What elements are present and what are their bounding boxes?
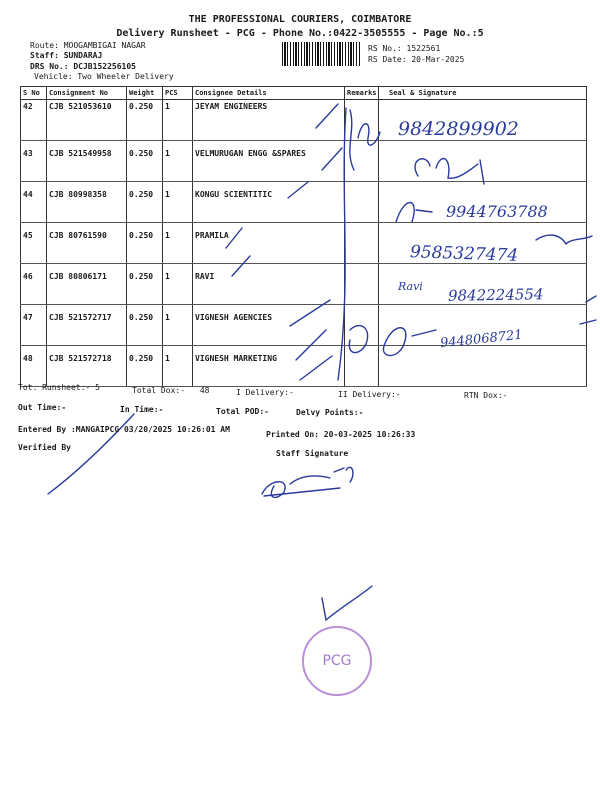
cell-pcs: 1 [163, 141, 193, 182]
company-title: THE PROFESSIONAL COURIERS, COIMBATORE [188, 14, 412, 25]
verified-by-label: Verified By [18, 443, 71, 452]
vehicle-label: Vehicle: [34, 72, 73, 81]
col-remarks: Remarks [345, 87, 379, 100]
cell-signature [379, 141, 587, 182]
cell-weight: 0.250 [127, 223, 163, 264]
cell-sno: 42 [21, 100, 47, 141]
table-row [21, 346, 587, 387]
cell-pcs: 1 [163, 346, 193, 387]
route-label: Route: [30, 41, 59, 50]
pcg-stamp [302, 626, 372, 696]
cell-remarks [345, 100, 379, 141]
cell-remarks [345, 264, 379, 305]
route-value: MOOGAMBIGAI NAGAR [63, 41, 146, 50]
cell-consignment: CJB 80998358 [47, 182, 127, 223]
cell-consignment: CJB 521572718 [47, 346, 127, 387]
cell-consignee: VELMURUGAN ENGG &SPARES [193, 141, 345, 182]
cell-pcs: 1 [163, 223, 193, 264]
total-dox-value: 48 [199, 386, 210, 395]
cell-sno: 45 [21, 223, 47, 264]
route-line [30, 41, 146, 50]
cell-sno: 46 [21, 264, 47, 305]
cell-consignee: RAVI [193, 264, 345, 305]
cell-consignee: KONGU SCIENTITIC [193, 182, 345, 223]
barcode-image [282, 42, 360, 66]
col-weight: Weight [127, 87, 163, 100]
col-sno: S No [21, 87, 47, 100]
vehicle-line [34, 72, 174, 81]
handwritten-name: Ravi [398, 280, 423, 293]
cell-sno: 44 [21, 182, 47, 223]
cell-sno: 47 [21, 305, 47, 346]
staff-label: Staff: [30, 51, 59, 60]
cell-pcs: 1 [163, 182, 193, 223]
tot-runsheet: Tot. Runsheet:- 5 [18, 383, 100, 392]
table-header-row [21, 87, 587, 100]
runsheet-subtitle: Delivery Runsheet - PCG - Phone No.:0422-3505555 - Page No.:5 [116, 28, 484, 39]
cell-weight: 0.250 [127, 264, 163, 305]
cell-remarks [345, 141, 379, 182]
cell-weight: 0.250 [127, 346, 163, 387]
col-consignment: Consignment No [47, 87, 127, 100]
in-time: In Time:- [120, 405, 164, 414]
rs-date-line [368, 55, 464, 64]
cell-sno: 43 [21, 141, 47, 182]
handwritten-phone: 9585327474 [409, 242, 519, 266]
col-consignee: Consignee Details [193, 87, 345, 100]
rtn-dox: RTN Dox:- [464, 391, 508, 400]
rs-no-label: RS No.: [368, 44, 402, 53]
vehicle-value: Two Wheeler Delivery [77, 72, 174, 81]
cell-weight: 0.250 [127, 100, 163, 141]
handwritten-phone: 9944763788 [446, 202, 548, 221]
col-seal-signature: Seal & Signature [379, 87, 587, 100]
staff-signature-mark [262, 467, 353, 497]
cell-pcs: 1 [163, 264, 193, 305]
cell-consignment: CJB 521572717 [47, 305, 127, 346]
staff-signature-label: Staff Signature [276, 449, 349, 458]
staff-value: SUNDARAJ [63, 51, 103, 60]
handwritten-phone: 9448068721 [439, 327, 524, 352]
total-dox-label: Total Dox:- [132, 386, 185, 395]
table-row [21, 141, 587, 182]
cell-remarks [345, 305, 379, 346]
cell-consignment: CJB 80761590 [47, 223, 127, 264]
cell-weight: 0.250 [127, 305, 163, 346]
total-pod: Total POD:- [216, 407, 269, 416]
staff-line [30, 51, 102, 60]
rs-no-value: 1522561 [406, 44, 441, 53]
cell-remarks [345, 346, 379, 387]
entered-by: Entered By :MANGAIPCG 03/20/2025 10:26:01 AM [18, 425, 230, 434]
delvy-points: Delvy Points:- [296, 408, 364, 417]
cell-sno: 48 [21, 346, 47, 387]
total-dox-line [132, 386, 209, 395]
stamp-text: PCG [322, 653, 352, 669]
col-pcs: PCS [163, 87, 193, 100]
cell-consignee: VIGNESH AGENCIES [193, 305, 345, 346]
cell-weight: 0.250 [127, 141, 163, 182]
cell-consignee: VIGNESH MARKETING [193, 346, 345, 387]
cell-remarks [345, 223, 379, 264]
printed-on: Printed On: 20-03-2025 10:26:33 [266, 430, 416, 439]
cell-consignment: CJB 521549958 [47, 141, 127, 182]
drs-label: DRS No.: [30, 62, 69, 71]
ii-delivery: II Delivery:- [338, 390, 401, 399]
cell-weight: 0.250 [127, 182, 163, 223]
drs-value: DCJB152256105 [73, 62, 136, 71]
cell-remarks [345, 182, 379, 223]
rs-date-value: 20-Mar-2025 [411, 55, 465, 64]
cell-consignee: PRAMILA [193, 223, 345, 264]
cell-pcs: 1 [163, 100, 193, 141]
i-delivery: I Delivery:- [236, 388, 294, 397]
out-time: Out Time:- [18, 403, 67, 412]
drs-line [30, 62, 136, 71]
cell-consignee: JEYAM ENGINEERS [193, 100, 345, 141]
cell-consignment: CJB 521053610 [47, 100, 127, 141]
cell-pcs: 1 [163, 305, 193, 346]
handwritten-phone: 9842899902 [398, 118, 519, 140]
cell-signature [379, 346, 587, 387]
rs-no-line [368, 44, 440, 53]
bottom-check [322, 586, 372, 620]
cell-consignment: CJB 80806171 [47, 264, 127, 305]
handwritten-phone: 9842224554 [447, 285, 544, 305]
rs-date-label: RS Date: [368, 55, 407, 64]
